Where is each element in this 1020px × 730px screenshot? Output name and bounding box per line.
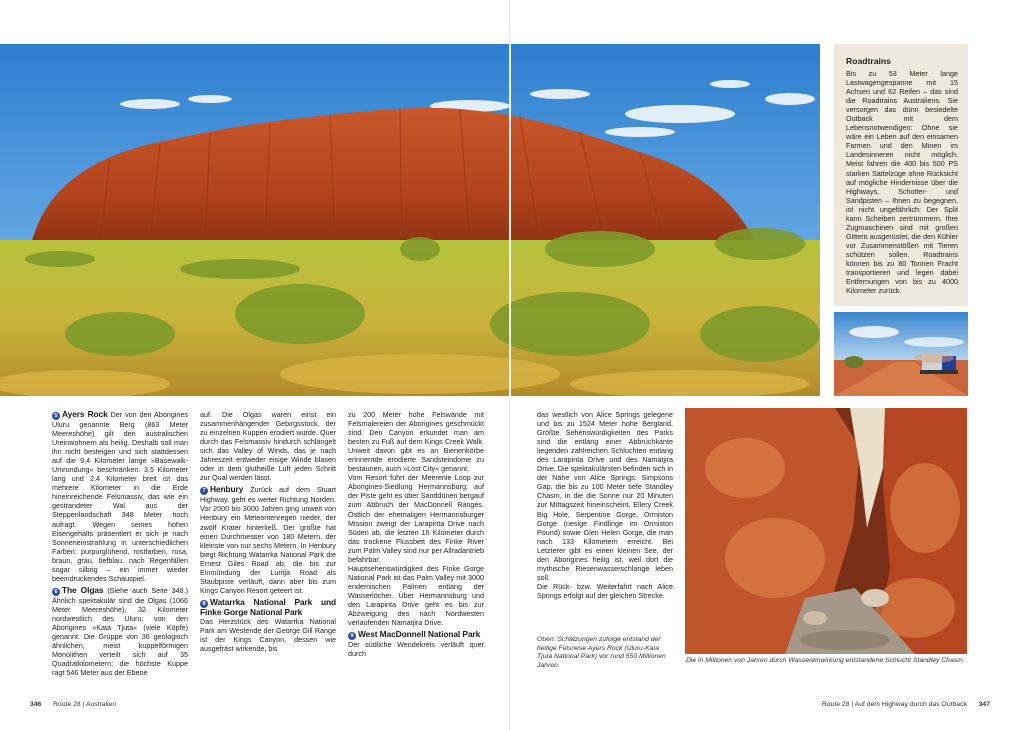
uluru-caption: Oben: Schätzungen zufolge entstand der heilige Felsriese Ayers Rock (Uluru-Kata Tjuta National Park) vor rund 550 Millionen Jahren. <box>537 636 666 669</box>
paragraph <box>52 586 188 677</box>
paragraph-text: das westlich von Alice Springs gelegene und bis zu 1524 Meter hohe Bergland. Größte Sehenswürdigkeiten des Parks sind die entlang einer Abbruchkante liegenden zahlreichen Schluchten entlang des Larapinta Drive und des Namatjira Drive. Die spektakulärsten befinden sich in der Nähe von Alice Springs: Simpsons Gap, die bis zu 100 Meter tiefe Standley Chasm, in die die Sonne nur 20 Minuten zur Mittagszeit hineinscheint, Ellery Creek Big Hole, Serpentine Gorge, Ormiston Gorge (riesige Findlinge im Ormiston Pound) sowie Glen Helen Gorge, die man nach 133 Kilometern erreicht. Bei Letzterer gibt es einen kleinen See, der den Aborigines heilig ist, weil dort die mythische Riesenwasserschlange leben soll. <box>537 410 673 582</box>
paragraph-text: zu 200 Meter hohe Felswände mit Felsmalereien der Aborigines geschmückt sind. Den Canyon erkundet man am besten zu Fuß auf dem Kings Creek Walk. Unweit davon gibt es an Bienenkörbe erinnernde erodierte Sandsteindome zu bestaunen, auch »Lost City« genannt. <box>348 410 484 474</box>
section-heading: West MacDonnell National Park <box>358 629 481 640</box>
section-number-badge: 8 <box>200 600 208 608</box>
paragraph <box>200 485 336 595</box>
roadtrains-sidebar <box>834 44 968 306</box>
paragraph-text: Zurück auf dem Stuart Highway, geht es weiter Richtung Norden. Vor 2000 bis 3000 Jahren ging unweit von Henbury ein Meteoritenregen nieder, der zwölf Krater hinterließ. Der größte hat einen Durchmesser von 180 Metern, der kleinste von nur sechs Metern. In Henbury biegt Richtung Watarrka National Park die Ernest Giles Road ab, die bis zur Einmündung der Luritja Road als Staubpiste verläuft, dann aber bis zum Kings Canyon Resort geteert ist. <box>200 485 337 595</box>
text-column-3 <box>348 410 484 658</box>
paragraph <box>52 410 188 583</box>
paragraph-text: (Siehe auch Seite 348.) Ähnlich spektakulär sind die Olgas (1066 Meter Meereshöhe), 32 Kilometer nordwestlich des Uluru, von den Aborigines »Kata Tjuta« (viele Köpfe) genannt. Die Gruppe von 36 geologisch ähnlichen, meist kuppelförmigen Monolithen verteilt sich auf 35 Quadratkilometern; die höchste Kuppe ragt 546 Meter aus der Ebene <box>52 585 188 678</box>
section-heading: Watarrka National Park und Finke Gorge National Park <box>200 596 336 617</box>
section-heading: Ayers Rock <box>62 409 108 419</box>
section-number-badge: 9 <box>348 632 356 640</box>
section-number-badge: 7 <box>200 487 208 495</box>
sidebar-title: Roadtrains <box>846 56 891 66</box>
uluru-photo <box>0 44 820 396</box>
paragraph-text: Hauptsehenswürdigkeit des Finke Gorge National Park ist das Palm Valley mit 3000 endemischen Palmen entlang der Wasserlöcher. Über Hermannsburg und den Larapinta Drive geht es bis zur Abzweigung des nach Nordwesten verlaufenden Namatjira Drive. <box>348 563 484 628</box>
standley-chasm-photo <box>685 408 967 654</box>
paragraph-text: Das Herzstück des Watarrka National Park am Westende der George Gill Range ist der Kings Canyon, dessen wie ausgefräst wirkende, bis <box>200 616 336 654</box>
paragraph-text: Vom Resort führt der Meerenie Loop zur Aborigines-Siedlung Hermannsburg; auf der Piste geht es über Sanddünen bergauf zum Abbruch der MacDonnell Ranges. Östlich der ehemaligen Hermannsburger Mission zweigt der Larapinta Drive nach Süden ab, die letzten 16 Kilometer durch das trockene Flussbett des Finke River zum Palm Valley sind nur per Allradantrieb befahrbar. <box>348 473 484 564</box>
page-number-left: 346 <box>30 701 42 708</box>
paragraph-text: Der von den Aborigines Uluru genannte Berg (863 Meter Meereshöhe) gilt den australischen Ureinwohnern als heilig. Deshalb soll man ihn nicht besteigen und sich stattdessen auf die 9,4 Kilometer lange »Basewalk-Umrundung« beschränken. 3,5 Kilometer lang und 2,4 Kilometer breit ist das mehrere Kilometer in die Erde hineinreichende Felsmassiv, das wie ein gestrandeter Wal aus der Steppenlandschaft 348 Meter hoch aufragt. Wegen seines hohen Eisengehalts präsentiert er sich je nach Sonneneinstrahlung in unterschiedlichen Farben: purpurglühend, rostfarben, rosa, braun, grau, tiefblau, nach Regenfällen sogar silbrig – ein immer wieder beeindruckendes Schauspiel. <box>52 410 189 583</box>
text-column-2 <box>200 410 336 653</box>
footer-route-right: Route 28 <box>821 701 850 708</box>
roadtrain-photo <box>834 312 968 396</box>
paragraph <box>348 630 484 658</box>
footer-right: Route 28 | Auf dem Highway durch das Outback 347 <box>821 701 990 708</box>
section-number-badge: 5 <box>52 412 60 420</box>
section-heading: Henbury <box>210 484 244 495</box>
page-number-right: 347 <box>978 701 990 708</box>
text-column-4 <box>537 410 673 600</box>
footer-left: 346 Route 28 | Australien <box>30 701 117 708</box>
paragraph-text: Der südliche Wendekreis verläuft quer durch <box>348 640 484 659</box>
footer-region: Australien <box>85 701 117 708</box>
section-heading: The Olgas <box>62 584 104 595</box>
footer-chapter-title: Auf dem Highway durch das Outback <box>854 701 967 708</box>
paragraph <box>200 598 336 653</box>
paragraph-text: Die Rück- bzw. Weiterfahrt nach Alice Springs erfolgt auf der gleichen Strecke. <box>537 581 673 600</box>
book-gutter <box>509 0 511 730</box>
paragraph-text: auf. Die Olgas waren einst ein zusammenhängender Gebirgsstock, der zu einzelnen Kuppen erodiert wurde. Quer durch das Felsmassiv hindurch schlängelt sich das Valley of Winds, das je nach Jahreszeit entweder eisige Winde blasen oder in dem glutheiße Luft jeden Schritt zur Qual werden lässt. <box>200 410 336 483</box>
text-column-1 <box>52 410 188 677</box>
footer-route-left: Route 28 <box>53 701 81 708</box>
chasm-caption: Die in Millionen von Jahren durch Wassereinwirkung entstandene Schlucht Standley Chasm. <box>686 657 965 664</box>
section-number-badge: 6 <box>52 588 60 596</box>
sidebar-text: Bis zu 53 Meter lange Lastwagengespanne mit 15 Achsen und 62 Reifen – das sind die Roadtrains Australiens. Sie versorgen das dünn besiedelte Outback mit dem Lebensnotwendigen: Ohne sie wäre ein Leben auf den einsamen Farmen und den Minen im Landesinneren nicht möglich. Meist fahren die 400 bis 500 PS starken Sattelzüge ohne Rücksicht auf mögliche Hindernisse über die Highways, Schotter- und Sandpisten – Ihnen zu begegnen, ist nicht ungefährlich: Der Split kann Scheiben zertrümmern. Ihre Zugmaschinen sind mit großen Gittern ausgerüstet, die den Kühler vor Zusammenstößen mit Tieren schützen sollen. Roadtrains können bis zu 80 Tonnen Fracht transportieren und legen dabei Entfernungen von bis zu 4000 Kilometer zurück. <box>846 69 958 296</box>
